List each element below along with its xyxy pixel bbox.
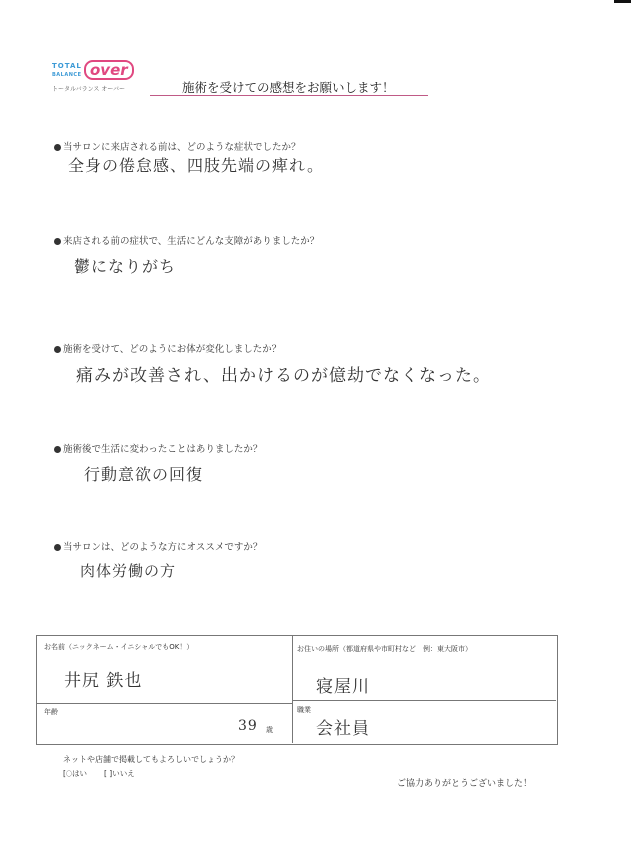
question-1 [54, 139, 301, 153]
question-2-label: 来店される前の症状で、生活にどんな支障がありましたか？ [63, 236, 320, 247]
question-5-label: 当サロンは、どのような方にオススメですか？ [63, 542, 263, 553]
question-1-label: 当サロンに来店される前は、どのような症状でしたか？ [63, 142, 301, 153]
name-value: 井尻 鉄也 [64, 671, 143, 691]
logo-brand: over [84, 60, 134, 80]
page-title: 施術を受けての感想をお願いします！ [182, 80, 395, 95]
logo-balance: BALANCE [52, 72, 82, 78]
question-3 [54, 341, 281, 355]
thanks-message: ご協力ありがとうございました！ [397, 779, 533, 789]
answer-2: 鬱になりがち [74, 257, 177, 276]
table-divider-vertical [292, 635, 293, 743]
table-divider-left [36, 703, 292, 704]
logo [52, 60, 142, 92]
corner-mark [614, 0, 631, 3]
question-5 [54, 539, 262, 553]
question-3-label: 施術を受けて、どのようにお体が変化しましたか？ [63, 344, 282, 355]
age-label: 年齢 [44, 708, 58, 716]
option-yes-label: はい [71, 769, 87, 778]
table-divider-right [292, 700, 556, 701]
question-4-label: 施術後で生活に変わったことはありましたか？ [63, 444, 263, 455]
title-underline [150, 95, 428, 96]
address-label: お住いの場所（都道府県や市町村など 例：東大阪市） [297, 645, 472, 653]
answer-1: 全身の倦怠感、四肢先端の痺れ。 [68, 156, 324, 175]
option-no[interactable]: [ ]いいえ [104, 769, 135, 778]
answer-4: 行動意欲の回復 [84, 465, 204, 484]
job-label: 職業 [297, 706, 311, 714]
logo-total: TOTAL [52, 62, 82, 70]
logo-subtitle: トータルバランス オーバー [52, 86, 126, 93]
name-label: お名前（ニックネーム・イニシャルでもOK！） [44, 643, 194, 651]
option-no-label: いいえ [112, 769, 135, 778]
job-value: 会社員 [316, 719, 370, 739]
answer-3: 痛みが改善され、出かけるのが億劫でなくなった。 [76, 366, 492, 386]
publish-question: ネットや店舗で掲載してもよろしいでしょうか？ [63, 755, 239, 764]
age-unit: 歳 [266, 726, 273, 734]
yes-mark: 〇 [65, 771, 72, 778]
bullet-icon [54, 446, 61, 453]
address-value: 寝屋川 [316, 677, 370, 697]
question-2 [54, 233, 319, 247]
bullet-icon [54, 346, 61, 353]
bullet-icon [54, 544, 61, 551]
bullet-icon [54, 144, 61, 151]
option-yes[interactable]: [〇はい [63, 769, 87, 778]
answer-5: 肉体労働の方 [80, 562, 177, 580]
age-value: 39 [238, 718, 258, 734]
bullet-icon [54, 238, 61, 245]
question-4 [54, 441, 262, 455]
